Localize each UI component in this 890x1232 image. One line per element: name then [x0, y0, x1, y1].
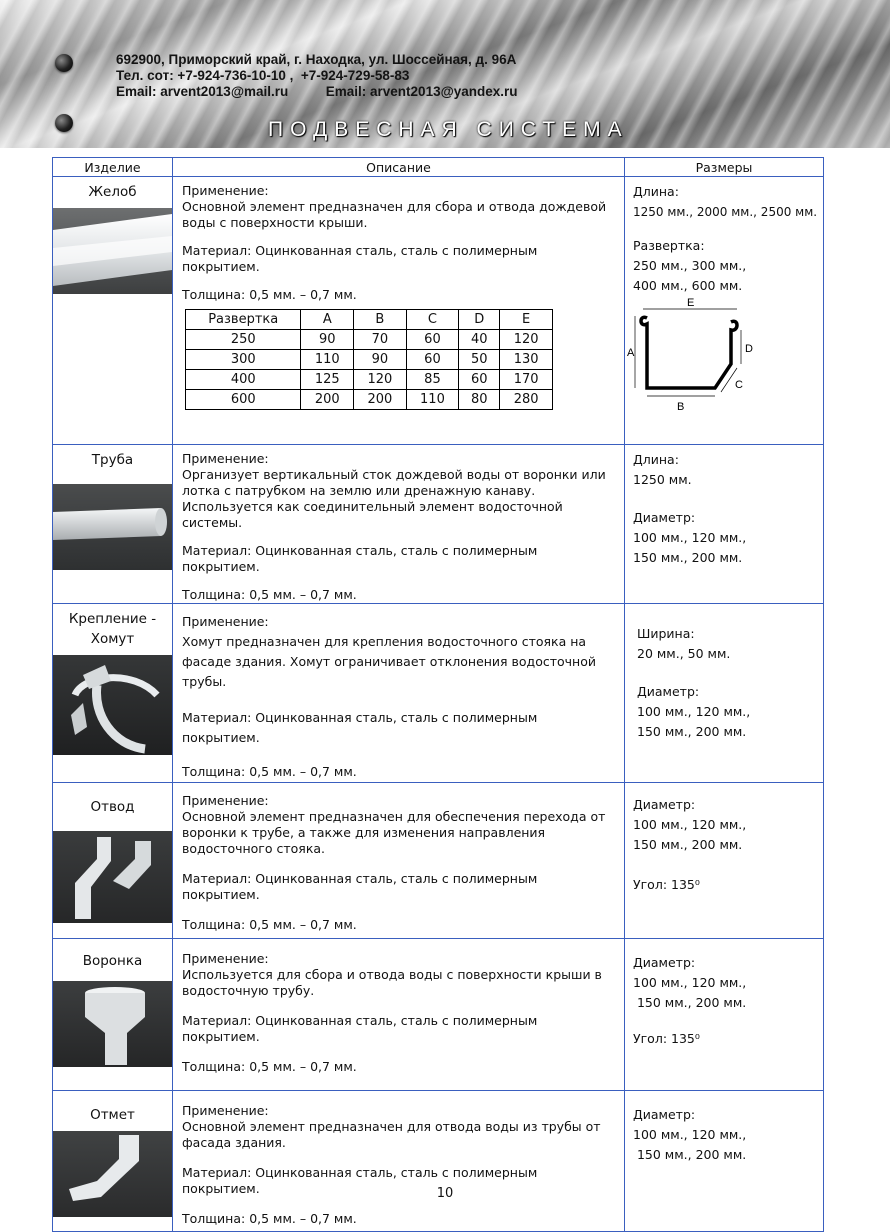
spec-cell: 110	[406, 390, 459, 410]
item-name: Отвод	[90, 799, 135, 815]
section-banner-title: ПОДВЕСНАЯ СИСТЕМА	[268, 118, 629, 141]
spec-header: Развертка	[186, 310, 301, 330]
header-banner	[0, 0, 890, 148]
spec-cell: 60	[406, 350, 459, 370]
size-line: 400 мм., 600 мм.	[633, 278, 743, 293]
size-line: 20 мм., 50 мм.	[637, 646, 731, 661]
desc-line: Толщина: 0,5 мм. – 0,7 мм.	[182, 1059, 357, 1074]
size-line: 250 мм., 300 мм.,	[633, 258, 747, 273]
size-line: Угол: 135⁰	[633, 877, 700, 892]
desc-line: Организует вертикальный сток дождевой воды от воронки или лотка с патрубком на землю или дренажную канаву. Используется как соединительный элемент водосточной системы.	[182, 467, 606, 530]
spec-header-row	[186, 310, 553, 330]
desc-line: Толщина: 0,5 мм. – 0,7 мм.	[182, 287, 357, 302]
spec-table	[185, 309, 553, 410]
description-cell	[173, 783, 625, 939]
item-cell	[53, 177, 173, 445]
profile-label-a: A	[627, 347, 635, 359]
size-line: Ширина:	[637, 626, 695, 641]
elbow-photo	[53, 831, 172, 923]
desc-line: Материал: Оцинкованная сталь, сталь с полимерным покрытием.	[182, 1165, 538, 1196]
size-line: Длина:	[633, 452, 679, 467]
spec-cell: 70	[354, 330, 407, 350]
table-row	[53, 604, 824, 783]
sizes	[625, 604, 823, 742]
table-row	[53, 177, 824, 445]
size-line: 100 мм., 120 мм.,	[633, 817, 747, 832]
desc-line: Применение:	[182, 451, 269, 466]
spec-cell: 60	[406, 330, 459, 350]
sizes-cell	[625, 604, 824, 783]
spec-header: B	[354, 310, 407, 330]
size-line: 1250 мм., 2000 мм., 2500 мм.	[633, 205, 818, 219]
item-cell	[53, 939, 173, 1091]
size-line: Развертка:	[633, 238, 705, 253]
description	[173, 177, 624, 303]
desc-line: Применение:	[182, 793, 269, 808]
description	[173, 939, 624, 1075]
desc-line: Материал: Оцинкованная сталь, сталь с полимерным покрытием.	[182, 710, 538, 745]
spec-row	[186, 390, 553, 410]
desc-line: Применение:	[182, 1103, 269, 1118]
description-cell	[173, 177, 625, 445]
item-name: Отмет	[90, 1107, 135, 1123]
desc-line: Материал: Оцинкованная сталь, сталь с полимерным покрытием.	[182, 871, 538, 902]
sizes	[625, 177, 823, 296]
description	[173, 1091, 624, 1227]
size-line: Длина:	[633, 184, 679, 199]
spec-cell: 280	[500, 390, 553, 410]
size-line: 150 мм., 200 мм.	[633, 995, 747, 1010]
column-header-sizes: Размеры	[625, 158, 824, 177]
size-line: Диаметр:	[633, 510, 696, 525]
desc-line: Толщина: 0,5 мм. – 0,7 мм.	[182, 587, 357, 602]
spec-cell: 600	[186, 390, 301, 410]
table-row	[53, 783, 824, 939]
description-cell	[173, 939, 625, 1091]
spec-header: E	[500, 310, 553, 330]
desc-line: Хомут предназначен для крепления водосточного стояка на фасаде здания. Хомут ограничивает отклонения водосточной трубы.	[182, 634, 596, 689]
description-cell	[173, 1091, 625, 1232]
spec-cell: 110	[301, 350, 354, 370]
table-row	[53, 445, 824, 604]
item-cell	[53, 445, 173, 604]
item-cell	[53, 783, 173, 939]
desc-line: Материал: Оцинкованная сталь, сталь с полимерным покрытием.	[182, 243, 538, 274]
spec-cell: 50	[459, 350, 500, 370]
table-row	[53, 939, 824, 1091]
bracket-clamp-photo	[53, 655, 172, 755]
sizes-cell	[625, 783, 824, 939]
spec-row	[186, 330, 553, 350]
desc-line: Материал: Оцинкованная сталь, сталь с полимерным покрытием.	[182, 1013, 538, 1044]
size-line: 100 мм., 120 мм.,	[637, 704, 751, 719]
spec-cell: 170	[500, 370, 553, 390]
description-cell	[173, 445, 625, 604]
spec-cell: 60	[459, 370, 500, 390]
sizes-cell	[625, 445, 824, 604]
profile-label-e: E	[687, 297, 695, 309]
size-line: 100 мм., 120 мм.,	[633, 975, 747, 990]
desc-line: Материал: Оцинкованная сталь, сталь с полимерным покрытием.	[182, 543, 538, 574]
table-header-row	[53, 158, 824, 177]
phone: Тел. сот: +7-924-736-10-10 , +7-924-729-58-83	[116, 68, 410, 83]
products-table	[52, 157, 824, 1232]
page-number: 10	[436, 1186, 454, 1201]
spec-header: A	[301, 310, 354, 330]
email-primary: Email: arvent2013@mail.ru	[116, 84, 289, 99]
sizes	[625, 1091, 823, 1165]
desc-line: Применение:	[182, 951, 269, 966]
desc-line: Основной элемент предназначен для обеспечения перехода от воронки к трубе, а также для изменения направления водосточного стояка.	[182, 809, 606, 856]
desc-line: Основной элемент предназначен для сбора и отвода дождевой воды с поверхности крыши.	[182, 199, 607, 230]
spec-cell: 200	[354, 390, 407, 410]
column-header-description: Описание	[173, 158, 625, 177]
sizes-cell	[625, 1091, 824, 1232]
spec-cell: 120	[354, 370, 407, 390]
size-line: 1250 мм.	[633, 472, 692, 487]
column-header-item: Изделие	[53, 158, 173, 177]
item-name: Воронка	[82, 953, 143, 969]
gutter-profile-diagram	[627, 296, 757, 414]
description-cell	[173, 604, 625, 783]
spec-header: C	[406, 310, 459, 330]
desc-line: Используется для сбора и отвода воды с поверхности крыши в водосточную трубу.	[182, 967, 602, 998]
spec-cell: 90	[354, 350, 407, 370]
spec-cell: 250	[186, 330, 301, 350]
profile-label-c: C	[735, 379, 743, 391]
description	[173, 783, 624, 933]
rivet-icon	[55, 54, 73, 72]
spec-cell: 90	[301, 330, 354, 350]
desc-line: Толщина: 0,5 мм. – 0,7 мм.	[182, 1211, 357, 1226]
description	[173, 604, 624, 782]
size-line: 100 мм., 120 мм.,	[633, 1127, 747, 1142]
address: 692900, Приморский край, г. Находка, ул. Шоссейная, д. 96А	[116, 52, 517, 67]
item-name: Желоб	[88, 184, 137, 200]
spec-row	[186, 370, 553, 390]
size-line: 150 мм., 200 мм.	[633, 1147, 747, 1162]
size-line: 100 мм., 120 мм.,	[633, 530, 747, 545]
desc-line: Толщина: 0,5 мм. – 0,7 мм.	[182, 764, 357, 779]
spec-cell: 130	[500, 350, 553, 370]
size-line: Диаметр:	[633, 955, 696, 970]
spec-cell: 200	[301, 390, 354, 410]
sizes	[625, 445, 823, 568]
rivet-icon	[55, 114, 73, 132]
outlet-spout-photo	[53, 1131, 172, 1217]
desc-line: Применение:	[182, 614, 269, 629]
spec-cell: 120	[500, 330, 553, 350]
gutter-photo	[53, 208, 172, 294]
spec-cell: 40	[459, 330, 500, 350]
spec-row	[186, 350, 553, 370]
contact-block	[116, 52, 518, 100]
size-line: 150 мм., 200 мм.	[633, 837, 743, 852]
sizes	[625, 939, 823, 1049]
item-cell	[53, 604, 173, 783]
desc-line: Толщина: 0,5 мм. – 0,7 мм.	[182, 917, 357, 932]
spec-cell: 125	[301, 370, 354, 390]
table-row	[53, 1091, 824, 1232]
size-line: 150 мм., 200 мм.	[633, 550, 743, 565]
email-secondary: Email: arvent2013@yandex.ru	[325, 84, 518, 99]
size-line: Диаметр:	[633, 1107, 696, 1122]
spec-cell: 400	[186, 370, 301, 390]
desc-line: Основной элемент предназначен для отвода воды из трубы от фасада здания.	[182, 1119, 601, 1150]
sizes	[625, 783, 823, 895]
item-name: Крепление - Хомут	[68, 611, 157, 647]
funnel-photo	[53, 981, 172, 1067]
spec-cell: 85	[406, 370, 459, 390]
size-line: Диаметр:	[637, 684, 700, 699]
spec-cell: 300	[186, 350, 301, 370]
sizes-cell	[625, 177, 824, 445]
desc-line: Применение:	[182, 183, 269, 198]
item-name: Труба	[91, 452, 134, 468]
sizes-cell	[625, 939, 824, 1091]
profile-label-d: D	[745, 343, 753, 355]
description	[173, 445, 624, 603]
size-line: 150 мм., 200 мм.	[637, 724, 747, 739]
item-cell	[53, 1091, 173, 1232]
spec-header: D	[459, 310, 500, 330]
size-line: Диаметр:	[633, 797, 696, 812]
size-line: Угол: 135⁰	[633, 1031, 700, 1046]
spec-cell: 80	[459, 390, 500, 410]
pipe-photo	[53, 484, 172, 570]
profile-label-b: B	[677, 401, 685, 413]
